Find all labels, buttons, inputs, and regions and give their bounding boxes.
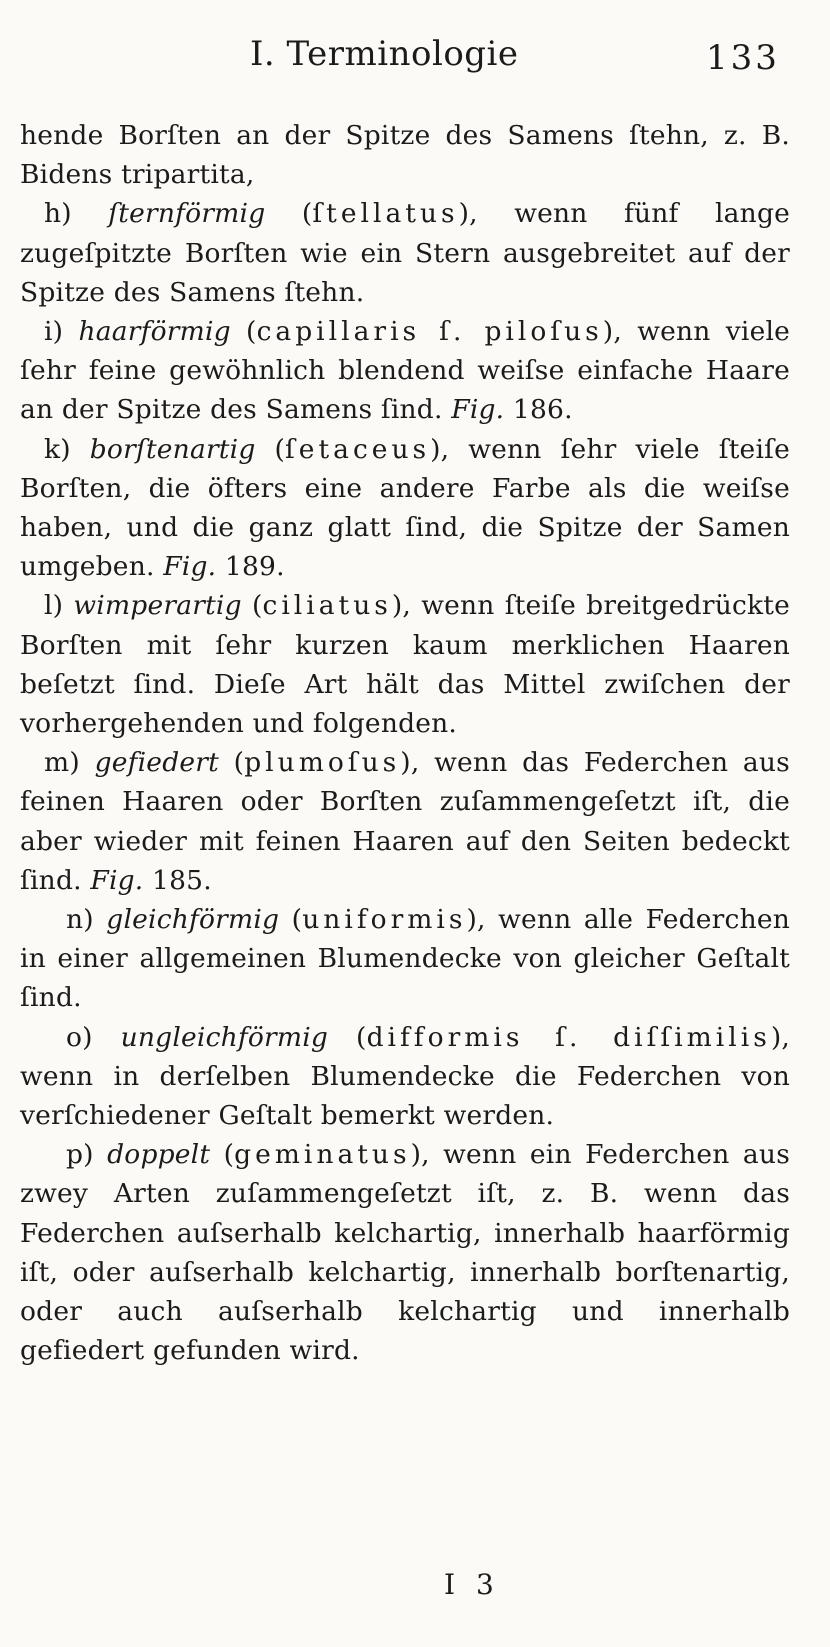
term-german: doppelt	[107, 1139, 211, 1171]
item-letter: i)	[44, 316, 79, 348]
paren-open: (	[241, 590, 263, 622]
page-number: 133	[706, 38, 780, 78]
figure-ref-number: 185.	[143, 864, 212, 896]
figure-ref-label: Fig.	[163, 551, 217, 583]
item-letter: k)	[44, 433, 90, 465]
definition-text: ), wenn fünf lange zugeſpitzte Borſten wie ein Stern ausgebreitet auf der Spitze des Samens ſtehn.	[20, 198, 790, 308]
item-letter: l)	[44, 590, 74, 622]
figure-ref-label: Fig.	[451, 394, 505, 426]
signature-mark: I 3	[444, 1568, 500, 1601]
definition-text: ), wenn ein Federchen aus zwey Arten zuſammengeſetzt iſt, z. B. wenn das Federchen auſserhalb kelchartig, innerhalb haarförmig iſt, oder auſserhalb kelchartig, innerhalb borſtenartig, oder auch auſserhalb kelchartig und innerhalb gefiedert gefunden wird.	[20, 1139, 791, 1367]
figure-ref-number: 186.	[504, 394, 573, 426]
definition-text: ), wenn ſehr viele ſteiſe Borſten, die öfters eine andere Farbe als die weiſse haben, und die ganz glatt ſind, die Spitze der Samen umgeben.	[20, 433, 791, 583]
term-german: gleichförmig	[106, 904, 280, 936]
term-german: ungleichförmig	[120, 1021, 329, 1053]
paragraph-h	[20, 194, 790, 312]
definition-text: ), wenn das Federchen aus feinen Haaren oder Borſten zuſammengeſetzt iſt, die aber wieder mit feinen Haaren auf den Seiten bedeckt ſind.	[20, 747, 790, 896]
paren-open: (	[279, 904, 303, 936]
paren-open: (	[230, 316, 257, 348]
definition-text: ), wenn ſteiſe breitgedrückte Borſten mit ſehr kurzen kaum merklichen Haaren beſetzt ſind. Dieſe Art hält das Mittel zwiſchen der vorhergehenden und folgenden.	[20, 590, 790, 740]
term-latin: uniformis	[302, 904, 467, 936]
item-letter: p)	[66, 1139, 108, 1171]
paragraph-p	[20, 1135, 790, 1370]
paragraph-o	[20, 1018, 790, 1136]
paragraph-l	[20, 586, 790, 743]
term-german: ſternförmig	[108, 198, 266, 230]
paragraph-text: hende Borſten an der Spitze des Samens ſtehn, z. B. Bidens tripartita,	[20, 120, 790, 191]
paragraph-k	[20, 430, 790, 587]
term-latin: ſtellatus	[312, 198, 459, 230]
paren-open: (	[218, 747, 245, 779]
paren-open: (	[328, 1021, 367, 1053]
term-latin: capillaris ſ. piloſus	[256, 316, 603, 348]
paragraph-i	[20, 312, 790, 430]
figure-ref-number: 189.	[216, 551, 285, 583]
definition-text: ), wenn in derſelben Blumendecke die Federchen von verſchiedener Geſtalt bemerkt werden.	[20, 1021, 790, 1132]
item-letter: m)	[44, 747, 95, 779]
paragraph-n	[20, 900, 790, 1018]
figure-ref-label: Fig.	[90, 864, 144, 896]
body-text	[20, 116, 790, 1371]
term-german: borſtenartig	[89, 433, 256, 465]
term-latin: geminatus	[234, 1139, 411, 1171]
item-letter: n)	[66, 904, 107, 936]
header-title: I. Terminologie	[250, 34, 519, 74]
term-german: wimperartig	[73, 590, 242, 622]
item-letter: o)	[66, 1021, 121, 1053]
paren-open: (	[210, 1139, 235, 1171]
term-latin: ſetaceus	[285, 433, 431, 465]
term-latin: ciliatus	[262, 590, 392, 622]
running-header	[0, 34, 830, 82]
definition-text: ), wenn alle Federchen in einer allgemeinen Blumendecke von gleicher Geſtalt ſind.	[20, 904, 790, 1014]
paren-open: (	[255, 433, 285, 465]
definition-text: ), wenn viele ſehr feine gewöhnlich blendend weiſse einfache Haare an der Spitze des Samens ſind.	[20, 316, 791, 426]
paragraph-m	[20, 743, 790, 900]
paragraph-continuation	[20, 116, 790, 194]
term-latin: difformis ſ. diſſimilis	[366, 1021, 771, 1053]
term-german: gefiedert	[94, 747, 219, 779]
term-german: haarförmig	[78, 316, 231, 348]
item-letter: h)	[44, 198, 109, 230]
term-latin: plumoſus	[244, 747, 401, 779]
paren-open: (	[265, 198, 313, 230]
